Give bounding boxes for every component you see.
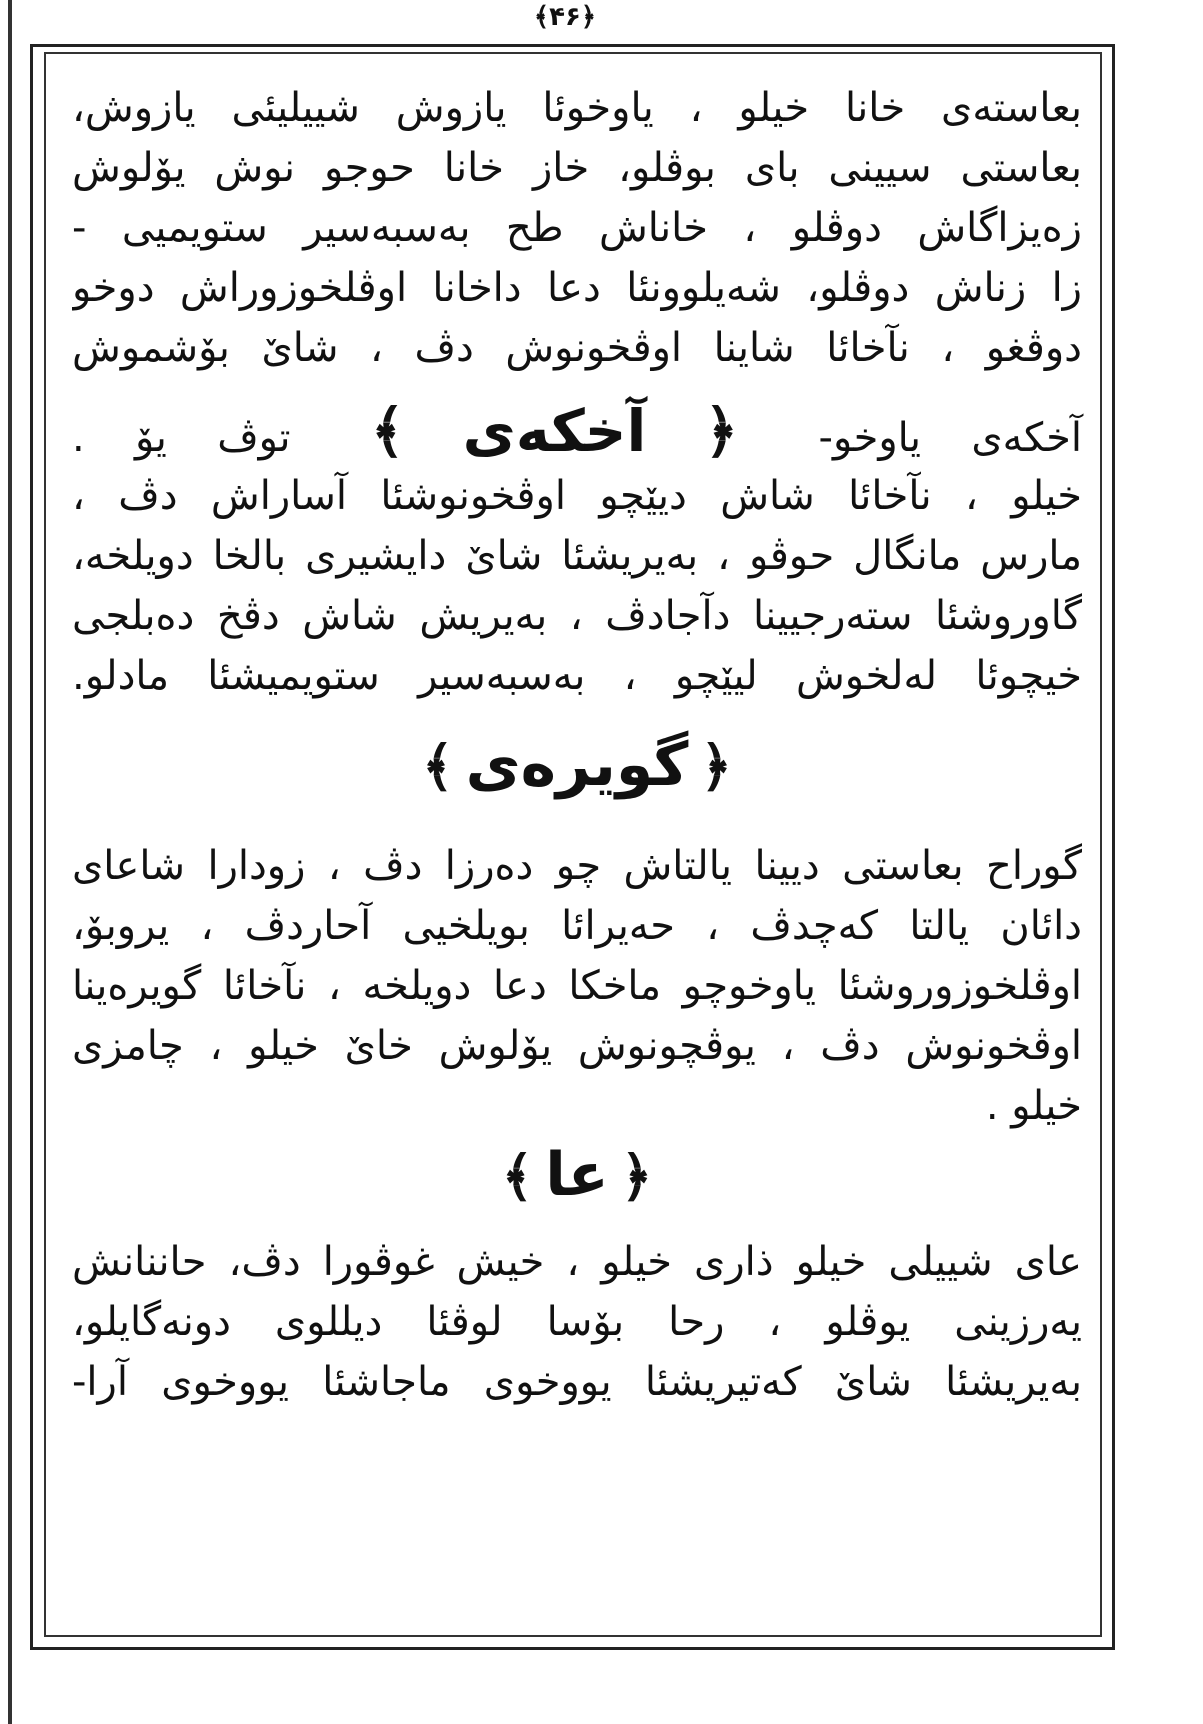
text-line: خیلو .	[985, 1083, 1082, 1129]
heading-trail-text: آخکەی یاوخو-	[818, 415, 1082, 461]
bracket-icon: ﴾	[370, 397, 405, 465]
paragraph-section-2	[72, 466, 1082, 706]
text-line: دائان یالتا کەچدڤ ، حەیرائا بویلخیی آحاردڤ ، یروبۆ،	[72, 903, 1082, 949]
paragraph-section-4	[72, 1232, 1082, 1412]
heading-lead-text: توڤ یۆ .	[72, 415, 291, 461]
text-line: خیچوئا لەلخوش لیێچو ، بەسبەسیر ستویمیشئا مادلو.	[72, 653, 1082, 699]
text-line: عای شییلی خیلو ذاری خیلو ، خیش غوڤورا دڤ، حاننانش	[72, 1239, 1082, 1285]
text-line: دوڤغو ، نآخائا شاینا اوڤخونوش دڤ ، شاێ بۆشموش	[72, 325, 1082, 371]
bracket-icon: ﴿	[700, 735, 733, 798]
text-line: زا زناش دوڤلو، شەیلوونئا دعا داخانا اوڤلخوزوراش دوخو	[72, 265, 1082, 311]
page-number-bracket-right: ﴿	[580, 2, 597, 32]
text-line: اوڤخونوش دڤ ، یوڤچونوش یۆلوش خاێ خیلو ، چامزی	[72, 1023, 1082, 1069]
bracket-icon: ﴾	[421, 735, 454, 798]
section-heading-goyre	[72, 730, 1082, 800]
text-line: گوراح بعاستی دیینا یالتاش چو دەرزا دڤ ، زودارا شاعای	[72, 843, 1082, 889]
text-line: بەیریشئا شاێ کەتیریشئا یووخوی ماجاشئا یووخوی آرا-	[72, 1359, 1082, 1405]
heading-title: آخکەی	[462, 397, 647, 465]
text-line: یەرزینی یوڤلو ، رحا بۆسا لوڤئا دیللوی دونەگایلو،	[72, 1299, 1082, 1345]
binding-edge-rule	[8, 0, 12, 1724]
page-number-value: ۴۶	[549, 2, 581, 32]
bracket-icon: ﴿	[620, 1145, 653, 1208]
text-line: مارس مانگال حوڤو ، بەیریشئا شاێ دایشیری بالخا دویلخه،	[72, 533, 1082, 579]
bracket-icon: ﴿	[704, 397, 739, 465]
text-line: گاوروشئا ستەرجیینا دآجادڤ ، بەیریش شاش دڤخ دەبلجی	[72, 593, 1082, 639]
bracket-icon: ﴾	[501, 1145, 534, 1208]
text-line: اوڤلخوزوروشئا یاوخوچو ماخکا دعا دویلخه ، نآخائا گویرەینا	[72, 963, 1082, 1009]
text-line: بعاستی سیینی بای بوڤلو، خاز خانا حوجو نوش یۆلوش	[72, 145, 1082, 191]
page-number	[470, 2, 660, 32]
section-heading-aa	[72, 1140, 1082, 1210]
heading-title: عا	[545, 1140, 609, 1210]
text-line: خیلو ، نآخائا شاش دیێچو اوڤخونوشئا آساراش دڤ ،	[72, 473, 1082, 519]
text-line: بعاستەی خانا خیلو ، یاوخوئا یازوش شییلیئی یازوش،	[72, 85, 1082, 131]
text-line: زەیزاگاش دوڤلو ، خاناش طح بەسبەسیر ستویمیی -	[72, 205, 1082, 251]
paragraph-section-3	[72, 836, 1082, 1136]
paragraph-section-1	[72, 78, 1082, 378]
section-heading-akhke	[371, 397, 738, 465]
page-number-bracket-left: ﴾	[533, 2, 550, 32]
heading-title: گویرەی	[465, 730, 689, 800]
heading-line-1	[72, 396, 1082, 473]
